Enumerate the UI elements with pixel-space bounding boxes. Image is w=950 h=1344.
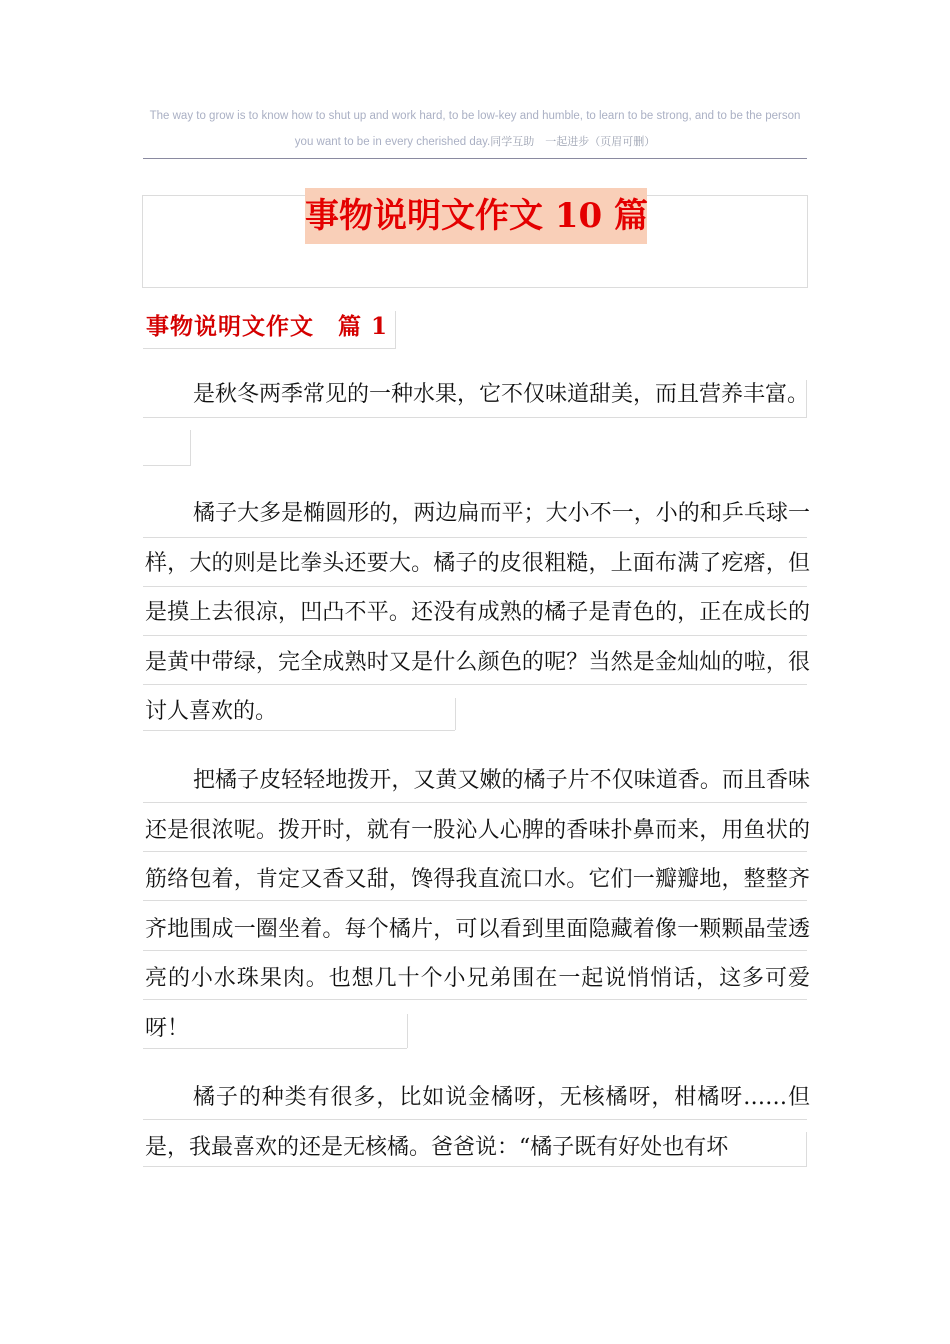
text-guide-line <box>143 465 191 466</box>
paragraph-1: 是秋冬两季常见的一种水果，它不仅味道甜美，而且营养丰富。 <box>193 382 810 407</box>
text-guide-line <box>143 537 807 538</box>
paragraph-4: 橘子的种类有很多，比如说金橘呀，无核橘呀，柑橘呀……但是，我最喜欢的还是无核橘。爸爸说：“橘子既有好处也有坏 <box>145 1085 810 1160</box>
paragraph-3: 把橘子皮轻轻地拨开，又黄又嫩的橘子片不仅味道香。而且香味还是很浓呢。拨开时，就有一股沁人心脾的香味扑鼻而来，用鱼状的筋络包着，肯定又香又甜，馋得我直流口水。它们一瓣瓣地，整整齐齐地围成一圈坐着。每个橘片，可以看到里面隐藏着像一颗颗晶莹透亮的小水珠果肉。也想几十个小兄弟围在一起说悄悄话，这多可爱呀！ <box>145 768 810 1041</box>
heading-guide-edge <box>395 311 396 349</box>
text-guide-line <box>143 635 807 636</box>
text-guide-line <box>143 730 455 731</box>
text-guide-line <box>143 1048 407 1049</box>
text-guide-line <box>143 851 807 852</box>
heading-guide-line <box>143 348 395 349</box>
header-note: 同学互助 一起进步（页眉可删） <box>490 135 656 148</box>
paragraph-2: 橘子大多是椭圆形的，两边扁而平；大小不一，小的和乒乓球一样，大的则是比拳头还要大。橘子的皮很粗糙，上面布满了疙瘩，但是摸上去很凉，凹凸不平。还没有成熟的橘子是青色的，正在成长的是黄中带绿，完全成熟时又是什么颜色的呢？当然是金灿灿的啦，很讨人喜欢的。 <box>145 501 810 724</box>
text-guide-edge <box>407 1014 408 1048</box>
text-guide-edge <box>190 430 191 466</box>
text-guide-line <box>143 1119 807 1120</box>
text-guide-line <box>143 999 807 1000</box>
text-guide-line <box>143 684 807 685</box>
text-guide-line <box>143 900 807 901</box>
page-header <box>143 104 807 155</box>
section-heading: 事物说明文作文 篇 1 <box>146 313 389 340</box>
text-guide-line <box>143 802 807 803</box>
text-guide-edge <box>806 1132 807 1166</box>
text-guide-line <box>143 586 807 587</box>
text-guide-line <box>143 950 807 951</box>
text-guide-edge <box>455 698 456 730</box>
header-divider <box>143 158 807 159</box>
text-guide-line <box>143 1166 807 1167</box>
header-motto: The way to grow is to know how to shut up and work hard, to be low-key and humble, to learn to be strong, and to be the person you want to be in every cherished day. <box>149 110 801 148</box>
text-guide-edge <box>806 380 807 418</box>
text-guide-line <box>143 417 807 418</box>
document-title: 事物说明文作文 10 篇 <box>305 188 647 244</box>
